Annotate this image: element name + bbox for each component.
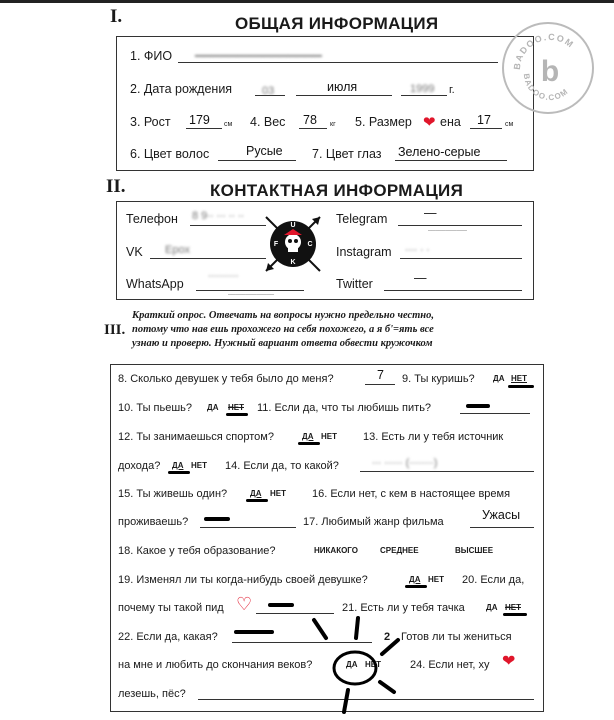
- twitter-value: —: [414, 271, 427, 285]
- section-1-title: ОБЩАЯ ИНФОРМАЦИЯ: [235, 14, 439, 33]
- q12-yes-mark: [298, 442, 320, 445]
- q24-text-b: лезешь, пёс?: [118, 688, 186, 700]
- dob-year-redacted: 1999: [410, 83, 435, 95]
- whatsapp-line[interactable]: [196, 290, 304, 291]
- q21-yes[interactable]: ДА: [486, 603, 498, 612]
- q8-text: 8. Сколько девушек у тебя было до меня?: [118, 373, 334, 385]
- q14-line[interactable]: [360, 471, 534, 472]
- edu-mid[interactable]: СРЕДНЕЕ: [380, 546, 419, 555]
- weight-line[interactable]: [299, 128, 327, 129]
- q10-no-mark: [226, 413, 248, 416]
- badoo-letter: b: [540, 55, 560, 88]
- q16-line[interactable]: [200, 527, 296, 528]
- heart-sticker-1: ❤: [423, 114, 436, 131]
- q23-text-a: Готов ли ты жениться: [401, 631, 512, 643]
- logo-letter-c: C: [307, 241, 313, 248]
- intro-line-1: Краткий опрос. Отвечать на вопросы нужно предельно честно,: [132, 310, 435, 321]
- instagram-label: Instagram: [336, 245, 392, 259]
- size-unit: см: [505, 121, 514, 128]
- hair-label: 6. Цвет волос: [130, 147, 210, 161]
- q13-yes-mark: [168, 471, 190, 474]
- intro-line-2: потому что нав ешь прохожего на себя похожего, а я б'=ять все: [132, 324, 434, 335]
- telegram-line[interactable]: [398, 225, 522, 226]
- dob-suffix: г.: [449, 84, 455, 96]
- edu-high[interactable]: ВЫСШЕЕ: [455, 546, 494, 555]
- badoo-ring-icon: [504, 24, 596, 116]
- fio-line[interactable]: [178, 62, 498, 63]
- q21-no-mark: [503, 613, 527, 616]
- heart-sticker-2: ♡: [236, 594, 253, 614]
- badoo-watermark: [502, 22, 594, 114]
- dob-day-redacted: 03: [262, 85, 275, 97]
- q12-no[interactable]: НЕТ: [321, 432, 337, 441]
- q19-yes[interactable]: ДА: [409, 575, 421, 584]
- whatsapp-label: WhatsApp: [126, 277, 184, 291]
- telegram-label: Telegram: [336, 212, 388, 226]
- heart-sticker-3: ❤: [502, 653, 516, 670]
- q20-dash: [268, 603, 294, 607]
- q24-text-a: 24. Если нет, ху: [410, 659, 490, 671]
- dob-month-value: июля: [327, 80, 358, 94]
- size-value: 17: [477, 113, 491, 127]
- q15-yes-mark: [246, 499, 268, 502]
- twitter-line[interactable]: [384, 290, 522, 291]
- q20-text-a: 20. Если да,: [462, 574, 525, 586]
- q23-no[interactable]: НЕТ: [365, 660, 381, 669]
- size-label-end: ена: [440, 115, 461, 129]
- q20-text-b: почему ты такой пид: [118, 602, 224, 614]
- q21-no[interactable]: НЕТ: [505, 603, 521, 612]
- instagram-redacted: ∙∙∙∙ ∙ ∙: [405, 244, 430, 256]
- hair-value: Русые: [246, 144, 283, 158]
- q17-line[interactable]: [470, 527, 534, 528]
- fio-redacted: ▁▁▁▁▁▁▁▁▁▁▁▁▁▁▁: [195, 45, 322, 57]
- vk-label: VK: [126, 245, 143, 259]
- height-label: 3. Рост: [130, 115, 171, 129]
- size-line[interactable]: [470, 128, 502, 129]
- q21-text: 21. Есть ли у тебя тачка: [342, 602, 465, 614]
- section-1-roman: I.: [110, 6, 123, 27]
- q14-redacted: ∙∙∙ ∙∙∙∙∙∙ (∙∙∙∙∙∙∙∙): [372, 457, 438, 469]
- logo-letter-u: U: [290, 222, 296, 229]
- q11-line[interactable]: [460, 413, 530, 414]
- q11-text: 11. Если да, что ты любишь пить?: [257, 402, 432, 414]
- badoo-text-top: BADOO.COM: [511, 31, 577, 71]
- q23-yes[interactable]: ДА: [346, 660, 358, 669]
- dob-month-line[interactable]: [296, 95, 392, 96]
- q23-number: 2: [384, 631, 391, 643]
- dob-year-line[interactable]: [401, 95, 447, 96]
- vk-redacted: Ерох: [165, 244, 190, 256]
- weight-unit: кг: [330, 121, 336, 128]
- q10-text: 10. Ты пьешь?: [118, 402, 193, 414]
- dob-label: 2. Дата рождения: [130, 82, 233, 96]
- eyes-line[interactable]: [395, 160, 507, 161]
- q23-text-b: на мне и любить до скончания веков?: [118, 659, 313, 671]
- phone-line[interactable]: [190, 225, 266, 226]
- q17-text: 17. Любимый жанр фильма: [303, 516, 444, 528]
- weight-value: 78: [303, 113, 317, 127]
- q9-text: 9. Ты куришь?: [402, 373, 475, 385]
- height-value: 179: [189, 113, 210, 127]
- q10-yes[interactable]: ДА: [207, 403, 219, 412]
- badoo-text-bottom: BADOO.COM: [521, 72, 571, 103]
- q16-dash: [204, 517, 230, 521]
- fio-label: 1. ФИО: [130, 49, 173, 63]
- q15-no[interactable]: НЕТ: [270, 489, 286, 498]
- q17-answer: Ужасы: [482, 508, 521, 522]
- twitter-label: Twitter: [336, 277, 373, 291]
- phone-label: Телефон: [126, 212, 178, 226]
- skull-logo: [262, 213, 324, 275]
- telegram-value: —: [424, 206, 437, 220]
- q13-text-b: дохода?: [118, 460, 161, 472]
- weight-label: 4. Вес: [250, 115, 286, 129]
- q11-dash: [466, 404, 490, 408]
- q10-no[interactable]: НЕТ: [228, 403, 244, 412]
- whatsapp-redacted: ∙∙∙∙∙∙∙∙∙∙: [208, 270, 239, 282]
- q16-text-a: 16. Если нет, с кем в настоящее время: [312, 488, 511, 500]
- section-3-roman: III.: [104, 322, 126, 338]
- edu-none[interactable]: НИКАКОГО: [314, 546, 358, 555]
- top-border: [0, 0, 614, 3]
- q13-text-a: 13. Есть ли у тебя источник: [363, 431, 504, 443]
- q15-yes[interactable]: ДА: [250, 489, 262, 498]
- eyes-label: 7. Цвет глаз: [312, 147, 382, 161]
- intro-line-3: узнаю и проверю. Нужный вариант ответа обвести кружочком: [132, 338, 433, 349]
- q19-no[interactable]: НЕТ: [428, 575, 444, 584]
- telegram-caption: ───────────: [428, 228, 467, 234]
- q12-yes[interactable]: ДА: [302, 432, 314, 441]
- q12-text: 12. Ты занимаешься спортом?: [118, 431, 274, 443]
- phone-redacted: 8 9∙∙ ∙∙∙ ∙∙ ∙∙: [192, 210, 244, 222]
- height-line[interactable]: [186, 128, 222, 129]
- eyes-value: Зелено-серые: [398, 145, 481, 159]
- instagram-line[interactable]: [400, 258, 522, 259]
- q15-text: 15. Ты живешь один?: [118, 488, 228, 500]
- q19-text: 19. Изменял ли ты когда-нибудь своей девушке?: [118, 574, 368, 586]
- hair-line[interactable]: [218, 160, 296, 161]
- logo-letter-k: K: [290, 259, 296, 266]
- q14-text: 14. Если да, то какой?: [225, 460, 339, 472]
- q8-answer: 7: [377, 368, 384, 382]
- section-2-title: КОНТАКТНАЯ ИНФОРМАЦИЯ: [210, 181, 464, 200]
- q13-no[interactable]: НЕТ: [191, 461, 207, 470]
- q16-text-b: проживаешь?: [118, 516, 189, 528]
- q22-dash: [234, 630, 274, 634]
- sun-doodle: [294, 610, 424, 720]
- logo-letter-f: F: [273, 241, 279, 248]
- size-label: 5. Размер: [355, 115, 412, 129]
- q9-yes[interactable]: ДА: [493, 374, 505, 383]
- q8-line[interactable]: [365, 384, 395, 385]
- skull-crossbones-icon: [262, 213, 324, 275]
- q13-yes[interactable]: ДА: [172, 461, 184, 470]
- q18-text: 18. Какое у тебя образование?: [118, 545, 276, 557]
- height-unit: см: [224, 121, 233, 128]
- q22-text: 22. Если да, какая?: [118, 631, 218, 643]
- q9-no[interactable]: НЕТ: [511, 374, 527, 383]
- q9-no-mark: [508, 385, 534, 388]
- vk-line[interactable]: [150, 258, 266, 259]
- section-2-roman: II.: [106, 176, 126, 197]
- whatsapp-caption: ─────────────: [228, 292, 275, 298]
- q19-yes-mark: [405, 585, 427, 588]
